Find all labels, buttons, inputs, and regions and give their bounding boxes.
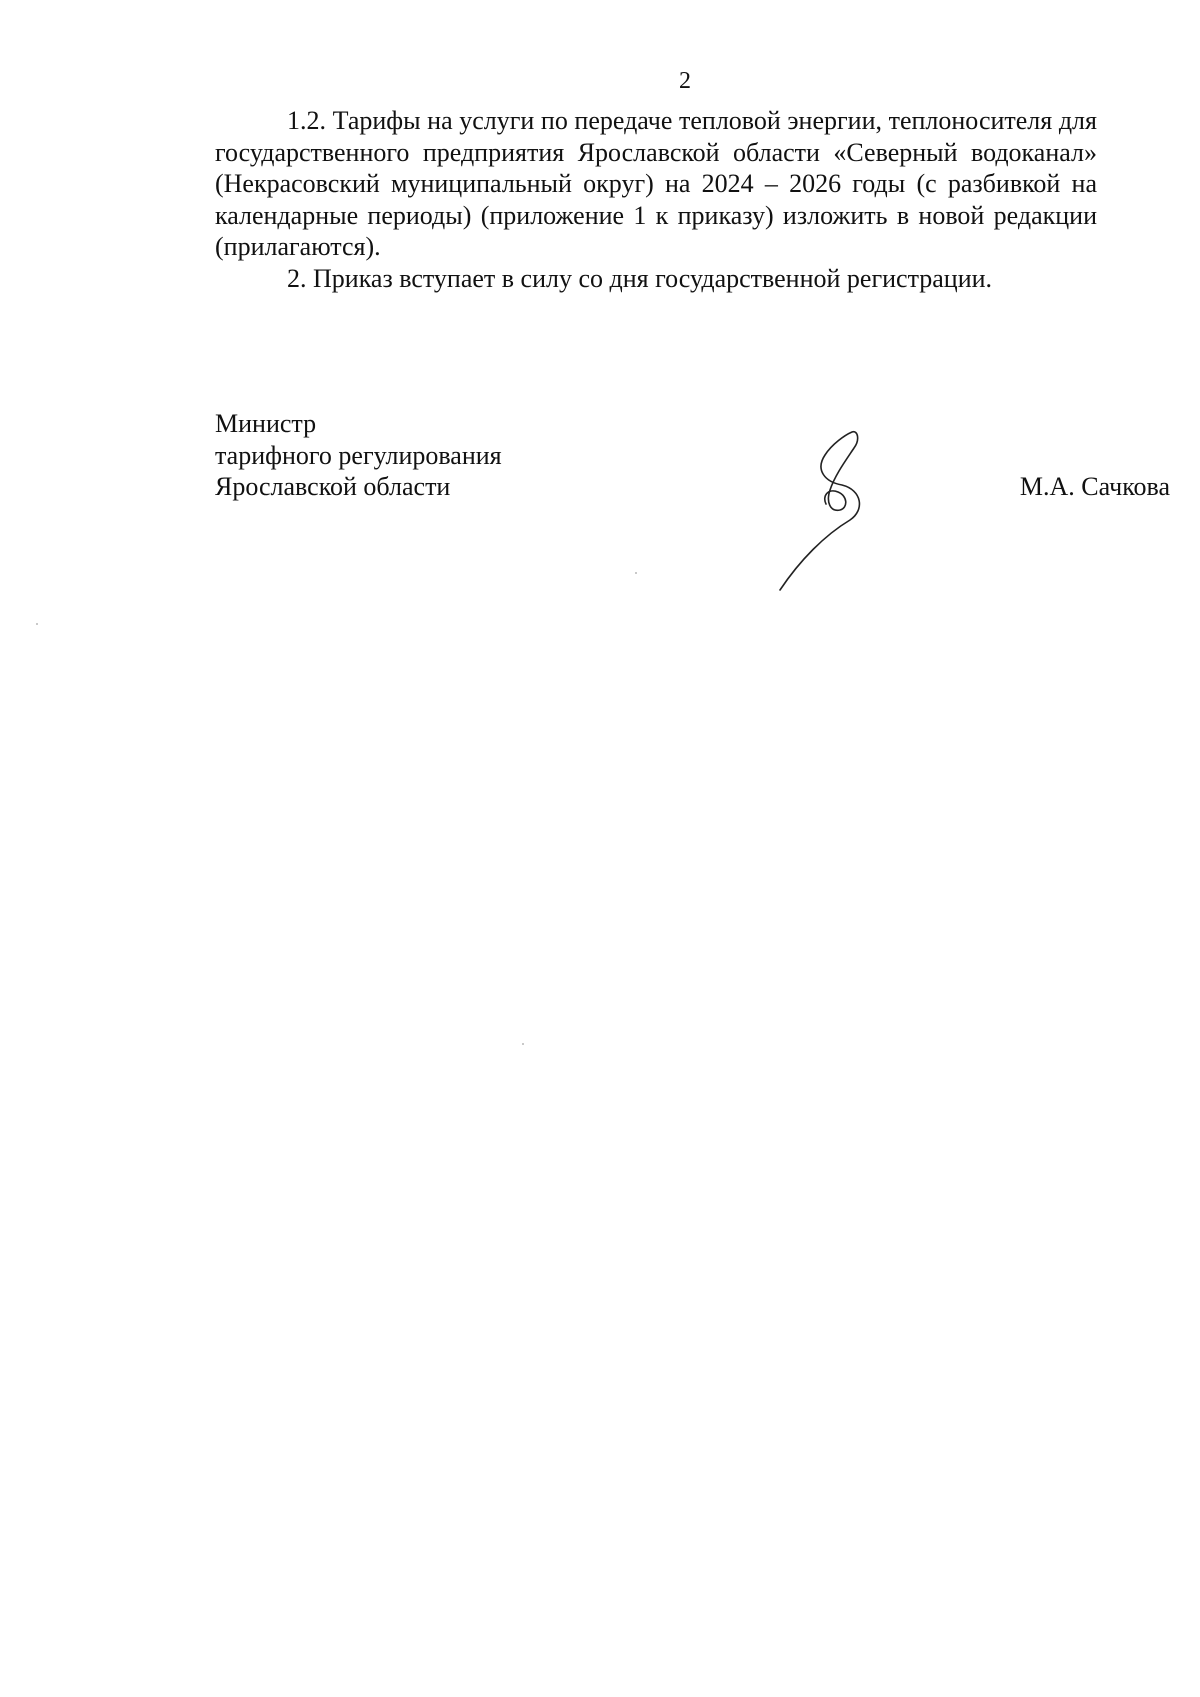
document-body	[215, 105, 1097, 294]
scan-speck	[36, 623, 38, 625]
paragraph-1-2: 1.2. Тарифы на услуги по передаче тепловой энергии, теплоносителя для государственного предприятия Ярославской области «Северный водоканал» (Некрасовский муниципальный округ) на 2024 – 2026 годы (с разбивкой на календарные периоды) (приложение 1 к приказу) изложить в новой редакции (прилагаются).	[215, 106, 1097, 261]
position-line-1: Министр	[215, 409, 317, 438]
page-number-text: 2	[679, 68, 691, 94]
position-line-3: Ярославской области	[215, 472, 451, 501]
handwritten-signature	[770, 430, 890, 595]
signatory-position	[215, 408, 502, 503]
paragraph-2: 2. Приказ вступает в силу со дня государственной регистрации.	[287, 263, 993, 293]
scan-speck	[522, 1043, 524, 1045]
signatory-name: М.А. Сачкова	[1019, 472, 1170, 501]
position-line-2: тарифного регулирования	[215, 440, 502, 470]
scan-speck	[635, 572, 637, 574]
